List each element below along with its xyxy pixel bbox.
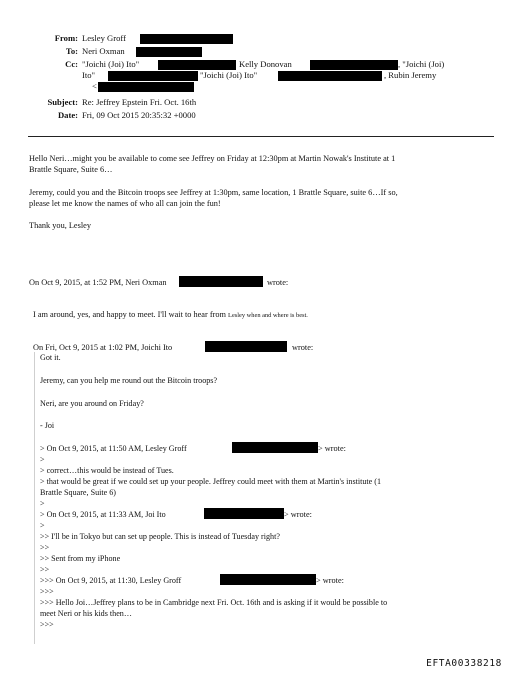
quote-wrote: > wrote: xyxy=(318,444,346,453)
subject-value: Re: Jeffrey Epstein Fri. Oct. 16th xyxy=(82,97,197,107)
from-label: From: xyxy=(54,33,78,43)
quote-line: Neri, are you around on Friday? xyxy=(40,399,144,408)
quote-line: >>> Hello Joi…Jeffrey plans to be in Cambridge next Fri. Oct. 16th and is asking if it would be possible to xyxy=(40,598,388,607)
to-label: To: xyxy=(65,46,78,56)
quote-wrote: wrote: xyxy=(292,343,314,352)
quote-line xyxy=(33,309,308,321)
quote-line-main: I am around, yes, and happy to meet. I'll wait to hear from xyxy=(33,310,226,319)
quote-line: >>> xyxy=(40,587,54,596)
redaction xyxy=(136,47,202,57)
quote-line: > xyxy=(40,521,45,530)
quote-wrote: > wrote: xyxy=(316,576,344,585)
quote-header: On Oct 9, 2015, at 1:52 PM, Neri Oxman xyxy=(29,278,167,287)
quote-line: >> Sent from my iPhone xyxy=(40,554,121,563)
redaction xyxy=(220,574,316,585)
redaction xyxy=(232,442,318,453)
cc-label: Cc: xyxy=(65,59,78,69)
quote-wrote: wrote: xyxy=(267,278,289,287)
quote-line: >>> xyxy=(40,620,54,629)
cc-name: "Joichi (Joi) Ito" xyxy=(200,70,258,80)
cc-name: Ito" xyxy=(82,70,96,80)
redaction xyxy=(278,71,382,81)
quote-line: > On Oct 9, 2015, at 11:33 AM, Joi Ito xyxy=(40,510,166,519)
cc-name: , "Joichi (Joi) xyxy=(398,59,445,69)
redaction xyxy=(179,276,263,287)
redaction xyxy=(140,34,233,44)
document-id: EFTA00338218 xyxy=(426,658,502,669)
to-value: Neri Oxman xyxy=(82,46,125,56)
quote-line: > On Oct 9, 2015, at 11:50 AM, Lesley Groff xyxy=(40,444,187,453)
body-line: Jeremy, could you and the Bitcoin troops see Jeffrey at 1:30pm, same location, 1 Brattle Square, suite 6…If so, xyxy=(29,188,398,197)
redaction xyxy=(98,82,194,92)
cc-bracket: < xyxy=(92,81,97,91)
header-divider xyxy=(28,136,494,137)
quote-header: On Fri, Oct 9, 2015 at 1:02 PM, Joichi Ito xyxy=(33,343,173,352)
body-line: Brattle Square, Suite 6… xyxy=(29,165,113,174)
cc-name: , Rubin Jeremy xyxy=(384,70,437,80)
signoff: Thank you, Lesley xyxy=(29,221,91,230)
redaction xyxy=(108,71,198,81)
redaction xyxy=(204,508,284,519)
cc-name: "Joichi (Joi) Ito" xyxy=(82,59,140,69)
quote-line-small: Lesley when and where is best. xyxy=(228,312,308,319)
date-label: Date: xyxy=(57,110,78,120)
redaction xyxy=(158,60,236,70)
body-line: please let me know the names of who all can join the fun! xyxy=(29,199,221,208)
redaction xyxy=(310,60,398,70)
date-value: Fri, 09 Oct 2015 20:35:32 +0000 xyxy=(82,110,196,120)
cc-row xyxy=(0,59,512,93)
quote-line: meet Neri or his kids then… xyxy=(40,609,132,618)
quote-line: >> I'll be in Tokyo but can set up people. This is instead of Tuesday right? xyxy=(40,532,280,541)
quote-line: - Joi xyxy=(40,421,55,430)
subject-label: Subject: xyxy=(47,97,78,107)
quote-line: >>> On Oct 9, 2015, at 11:30, Lesley Groff xyxy=(40,576,182,585)
quote-wrote: > wrote: xyxy=(284,510,312,519)
quote-line: >> xyxy=(40,543,50,552)
quote-line: > xyxy=(40,499,45,508)
quote-line: Brattle Square, Suite 6) xyxy=(40,488,116,497)
quote-line: > correct…this would be instead of Tues. xyxy=(40,466,174,475)
quote-line: Jeremy, can you help me round out the Bitcoin troops? xyxy=(40,376,218,385)
quote-line: > that would be great if we could set up your people. Jeffrey could meet with them at Martin's institute (1 xyxy=(40,477,382,486)
body-line: Hello Neri…might you be available to come see Jeffrey on Friday at 12:30pm at Martin Nowak's Institute at 1 xyxy=(29,154,396,163)
quote-bar xyxy=(34,352,35,644)
quote-line: >> xyxy=(40,565,50,574)
redaction xyxy=(205,341,287,352)
cc-name: Kelly Donovan xyxy=(239,59,292,69)
quote-line: > xyxy=(40,455,45,464)
quote-line: Got it. xyxy=(40,353,61,362)
from-value: Lesley Groff xyxy=(82,33,126,43)
